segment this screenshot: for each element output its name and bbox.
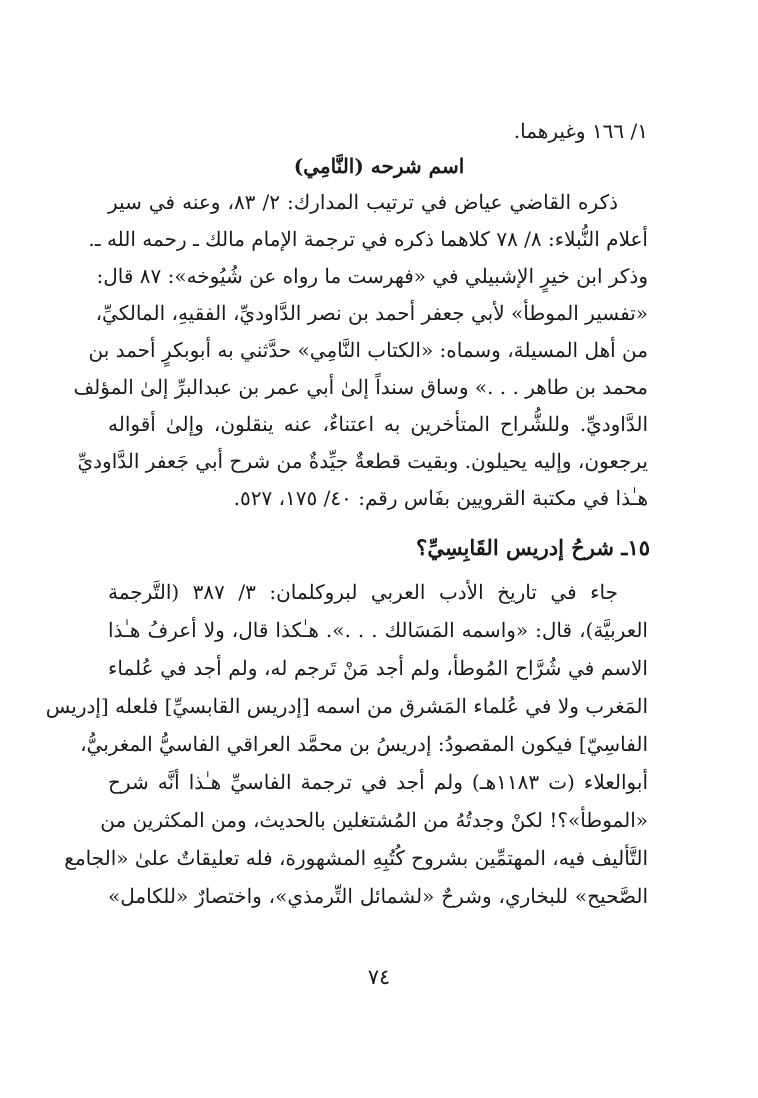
paragraph1-line-7: الدَّاوديِّ. وللشُّراح المتأخرين به اعتناءٌ، عنه ينقلون، وإلىٰ أقواله — [108, 412, 648, 436]
paragraph1-line-5: من أهل المسيلة، وسماه: «الكتاب النَّامِي» حدَّثني به أبوبكرٍ أحمد بن — [88, 338, 648, 362]
paragraph2-line-5: الفاسِيّ] فيكون المقصودُ: إدريسُ بن محمَّد العراقي الفاسيُّ المغربيُّ، — [80, 732, 648, 756]
page-number: ٧٤ — [367, 965, 391, 989]
paragraph1-line-3: وذكر ابن خيرٍ الإشبيلي في «فهرست ما رواه عن شُيُوخه»: ٨٧ قال: — [96, 264, 648, 288]
paragraph1-line-8: يرجعون، وإليه يحيلون. وبقيت قطعةٌ جيِّدةٌ من شرح أبي جَعفر الدَّاوديِّ — [77, 449, 648, 473]
paragraph1-line-4: «تفسير الموطأ» لأبي جعفر أحمد بن نصر الدَّاوديِّ، الفقيهِ، المالكيِّ، — [95, 301, 648, 325]
paragraph1-line-1: ذكره القاضي عياض في ترتيب المدارك: ٢/ ٨٣، وعنه في سير — [108, 190, 618, 214]
paragraph1-line-2: أعلام النُّبلاء: ٨/ ٧٨ كلاهما ذكره في ترجمة الإمام مالك ـ رحمه الله ـ. — [88, 227, 648, 251]
entry-heading: ١٥ـ شرحُ إدريس القَابِسِيِّ؟ — [416, 535, 650, 560]
section-title: اسم شرحه (النَّامِي) — [293, 154, 465, 178]
paragraph2-line-6: أبوالعلاء (ت ١١٨٣هـ) ولم أجد في ترجمة الفاسيِّ هـٰذا أنَّه شرح — [108, 770, 648, 794]
paragraph2-line-4: المَغرب ولا في عُلماء المَشرق من اسمه [إدريس القابسيِّ] فلعله [إدريس — [45, 694, 648, 718]
paragraph2-line-3: الاسم في شُرَّاح المُوطأ، ولم أجد مَنْ تَرجم له، ولم أجد في عُلماء — [108, 656, 648, 680]
paragraph2-line-9: الصَّحيح» للبخاري، وشرحٌ «لشمائل التِّرمذي»، واختصارٌ «للكامل» — [108, 884, 648, 908]
paragraph2-line-1: جاء في تاريخ الأدب العربي لبروكلمان: ٣/ ٣٨٧ (التَّرجمة — [108, 580, 618, 604]
paragraph1-line-6: محمد بن طاهر . . .» وساق سنداً إلىٰ أبي عمر بن عبدالبرِّ إلىٰ المؤلف — [73, 375, 648, 399]
paragraph1-line-9: هـٰذا في مكتبة القرويين بفَاس رقم: ٤٠/ ١٧٥، ٥٢٧. — [233, 486, 648, 510]
paragraph2-line-7: «الموطأ»؟! لكنْ وجدتُهُ من المُشتغلين بالحديث، ومن المكثرين من — [100, 808, 648, 832]
paragraph2-line-8: التَّأليف فيه، المهتمِّين بشروح كُتُبِهِ المشهورة، فله تعليقاتٌ علىٰ «الجامع — [64, 846, 648, 870]
paragraph2-line-2: العربيَّة)، قال: «واسمه المَسَالك . . .». هـٰكذا قال، ولا أعرفُ هـٰذا — [108, 618, 648, 642]
continued-line: ١/ ١٦٦ وغيرهما. — [513, 119, 648, 143]
